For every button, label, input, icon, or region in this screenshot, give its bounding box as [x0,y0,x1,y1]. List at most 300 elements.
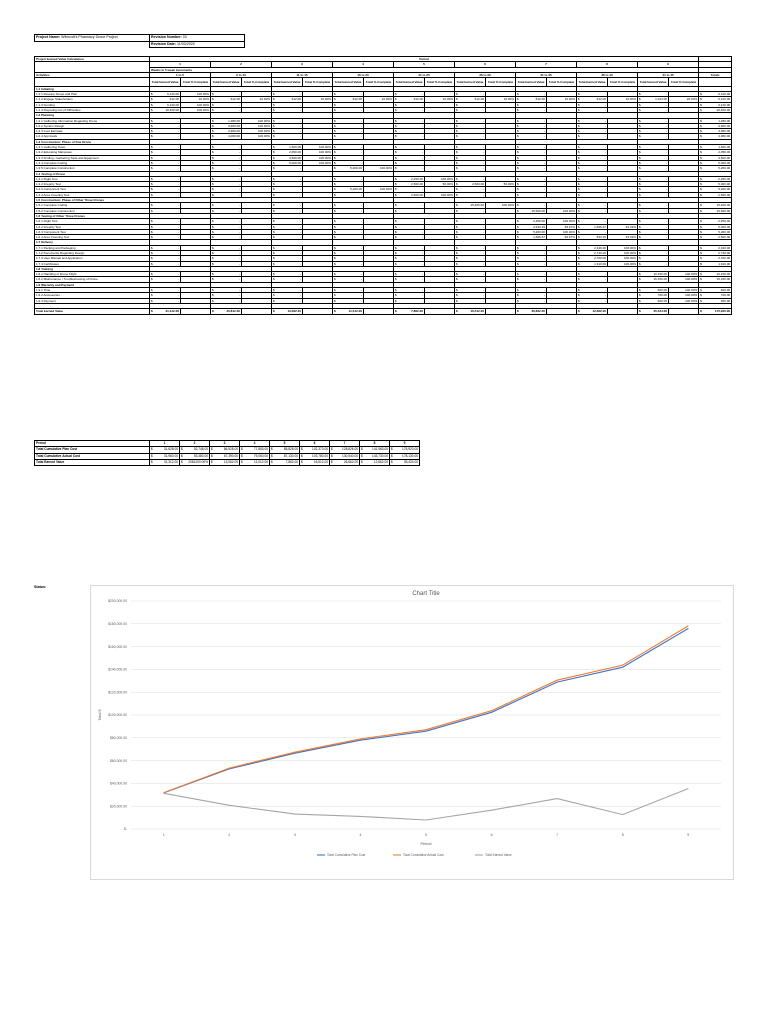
earned-value: - [299,250,301,255]
dollar-sign: $ [639,97,641,102]
earned-value: 13,062.00 [287,309,301,314]
earned-value: - [177,187,179,192]
earned-value: 3,500.00 [718,155,731,160]
earned-value: - [177,224,179,229]
dollar-sign: $ [331,453,333,458]
earned-value: - [482,145,484,150]
earned-value: 18,460.00 [716,107,731,112]
earned-value: 600.00 [657,298,667,303]
dollar-sign: $ [334,97,336,102]
earned-value: 612.00 [169,97,179,102]
earned-value: - [543,192,545,197]
dollar-sign: $ [517,123,519,128]
dollar-sign: $ [212,187,214,192]
percent-complete: 100.00% [608,245,638,250]
cumulative-summary-table [34,440,420,466]
x-axis-label: Period [420,842,432,846]
week-range: 16 to 20 [333,72,394,77]
dollar-sign: $ [456,176,458,181]
activities-label: Activities [35,72,150,77]
week-range: 21 to 25 [394,72,455,77]
earned-value: - [360,192,362,197]
earned-value: - [604,123,606,128]
dollar-sign: $ [181,447,183,452]
earned-value: - [238,235,240,240]
data-point [294,753,295,754]
earned-value: - [360,155,362,160]
dollar-sign: $ [700,272,702,277]
dollar-sign: $ [334,298,336,303]
dollar-sign: $ [273,166,275,171]
earned-value: - [604,155,606,160]
earned-value: - [360,145,362,150]
dollar-sign: $ [578,298,580,303]
blank-cell [486,309,516,314]
dollar-sign: $ [181,459,183,464]
earned-value: - [360,224,362,229]
dollar-sign: $ [212,288,214,293]
earned-value: 612.00 [413,97,423,102]
earned-value: - [360,203,362,208]
earned-value: - [482,129,484,134]
dollar-sign: $ [395,187,397,192]
activity-label: 1.7.4 Certificates [35,261,150,266]
dollar-sign: $ [241,459,243,464]
dollar-sign: $ [639,229,641,234]
summary-value: 26,662.00 [343,459,358,464]
earned-value: 2,500.00 [718,192,731,197]
earned-value: - [238,277,240,282]
earned-value: 20,812.00 [226,309,240,314]
dollar-sign: $ [395,150,397,155]
earned-value: - [299,182,301,187]
earned-value: - [299,298,301,303]
earned-value: - [543,298,545,303]
percent-complete: 10.00% [303,97,333,102]
dollar-sign: $ [517,192,519,197]
earned-value: - [238,288,240,293]
dollar-sign: $ [395,182,397,187]
dollar-sign: $ [517,182,519,187]
dollar-sign: $ [212,293,214,298]
col-heading-pct: Total % Complete [242,78,272,87]
earned-value: - [177,235,179,240]
earned-value: 12,662.00 [592,309,606,314]
data-point [688,628,689,629]
dollar-sign: $ [639,166,641,171]
earned-value: 16,150.00 [653,277,667,282]
earned-value: - [482,235,484,240]
earned-value: - [421,129,423,134]
dollar-sign: $ [578,203,580,208]
earned-value: - [604,219,606,224]
data-point [426,731,427,732]
dollar-sign: $ [212,123,214,128]
dollar-sign: $ [700,92,702,97]
dollar-sign: $ [212,182,214,187]
earned-value: - [482,245,484,250]
dollar-sign: $ [517,129,519,134]
earned-value: - [299,129,301,134]
earned-value: - [665,245,667,250]
earned-value: - [299,102,301,107]
dollar-sign: $ [517,97,519,102]
data-point [229,768,230,769]
dollar-sign: $ [273,150,275,155]
dollar-sign: $ [212,203,214,208]
dollar-sign: $ [334,277,336,282]
dollar-sign: $ [212,219,214,224]
col-heading-pct: Total % Complete [669,78,699,87]
blank-cell [303,309,333,314]
dollar-sign: $ [578,166,580,171]
dollar-sign: $ [456,129,458,134]
dollar-sign: $ [212,245,214,250]
section-title: 1.9 Warranty and Payment [35,282,150,287]
earned-value: - [177,245,179,250]
activity-label: 1.4.3 Component Test [35,187,150,192]
dollar-sign: $ [456,293,458,298]
totals-label: Totals [699,72,732,77]
summary-value-cell [180,459,210,465]
earned-value: - [360,219,362,224]
dollar-sign: $ [700,229,702,234]
dollar-sign: $ [151,92,153,97]
revision-date-label: Revision Date: [151,41,176,46]
col-heading-value: Total Earned Value [516,78,547,87]
earned-value: - [421,272,423,277]
percent-complete: 10.00% [181,97,211,102]
revision-date-cell [150,41,245,48]
dollar-sign: $ [517,261,519,266]
blank-cell [669,309,699,314]
dollar-sign: $ [151,166,153,171]
earned-value: - [299,245,301,250]
earned-value: - [238,176,240,181]
dollar-sign: $ [273,298,275,303]
dollar-sign: $ [151,288,153,293]
dollar-sign: $ [212,261,214,266]
blank-cell [242,309,272,314]
percent-complete: 10.00% [547,97,577,102]
dollar-sign: $ [639,277,641,282]
period-number: 8 [577,62,638,67]
dollar-sign: $ [334,160,336,165]
earned-value: - [177,250,179,255]
period-number: 4 [333,62,394,67]
earned-value: - [238,107,240,112]
dollar-sign: $ [151,102,153,107]
earned-value: - [665,250,667,255]
earned-value: - [360,277,362,282]
earned-value: - [482,102,484,107]
dollar-sign: $ [456,235,458,240]
dollar-sign: $ [151,182,153,187]
dollar-sign: $ [273,250,275,255]
earned-value: - [482,123,484,128]
percent-complete: 100.00% [608,261,638,266]
col-heading-value: Total Earned Value [272,78,303,87]
chart-container [90,585,734,880]
earned-value: 15,400.00 [470,203,484,208]
earned-value: - [482,272,484,277]
dollar-sign: $ [395,256,397,261]
dollar-sign: $ [151,224,153,229]
earned-value: - [421,277,423,282]
calc-title: Project Earned Value Calculation [35,57,150,62]
dollar-sign: $ [456,155,458,160]
dollar-sign: $ [151,235,153,240]
earned-value-cell [150,309,181,314]
dollar-sign: $ [334,166,336,171]
dollar-sign: $ [517,208,519,213]
dollar-sign: $ [578,261,580,266]
activity-label: 1.9.2 Accessories [35,293,150,298]
x-tick-label: 6 [490,833,493,837]
earned-value: 5,200.00 [718,187,731,192]
earned-value: 16,512.00 [470,309,484,314]
earned-value: 700.00 [720,293,731,298]
dollar-sign: $ [517,235,519,240]
dollar-sign: $ [578,102,580,107]
dollar-sign: $ [578,288,580,293]
earned-value: 3,960.00 [718,129,731,134]
earned-value: - [482,229,484,234]
earned-value: - [665,107,667,112]
dollar-sign: $ [456,261,458,266]
dollar-sign: $ [301,453,303,458]
earned-value: - [665,123,667,128]
dollar-sign: $ [578,293,580,298]
earned-value: - [665,150,667,155]
week-range: 41 to 45 [638,72,699,77]
dollar-sign: $ [578,92,580,97]
earned-value: 16,150.00 [716,277,731,282]
dollar-sign: $ [456,256,458,261]
earned-value: - [665,224,667,229]
dollar-sign: $ [700,298,702,303]
earned-value: 5,000.00 [718,182,731,187]
dollar-sign: $ [517,298,519,303]
summary-value: 7,862.00 [285,459,298,464]
x-tick-label: 1 [162,833,165,837]
summary-value: 2081200.00% [188,459,208,464]
dollar-sign: $ [578,134,580,139]
dollar-sign: $ [517,203,519,208]
earned-value: - [543,277,545,282]
col-heading-pct: Total % Complete [425,78,455,87]
dollar-sign: $ [395,235,397,240]
dollar-sign: $ [395,123,397,128]
earned-value: 612.00 [352,97,362,102]
earned-value: - [604,298,606,303]
dollar-sign: $ [151,245,153,250]
earned-value: - [421,256,423,261]
summary-value: 53,380.00 [193,453,208,458]
dollar-sign: $ [273,229,275,234]
earned-value: - [604,288,606,293]
dollar-sign: $ [456,160,458,165]
blank-cell [608,309,638,314]
percent-complete: 100.00% [547,229,577,234]
dollar-sign: $ [334,107,336,112]
earned-value: 16,150.00 [653,272,667,277]
dollar-sign: $ [395,293,397,298]
earned-value: - [421,229,423,234]
earned-value: 612.00 [596,97,606,102]
dollar-sign: $ [395,272,397,277]
blank-cell [699,78,732,87]
dollar-sign: $ [395,261,397,266]
dollar-sign: $ [151,272,153,277]
earned-value: - [543,272,545,277]
dollar-sign: $ [151,129,153,134]
percent-complete: 100.00% [608,256,638,261]
percent-complete: 100.00% [181,107,211,112]
section-title: 1.3 Construction: Phase of One Drone [35,139,150,144]
dollar-sign: $ [151,192,153,197]
earned-value: - [238,203,240,208]
dollar-sign: $ [361,447,363,452]
project-name-label: Project Name: [36,35,61,39]
activity-label: 1.2.4 Approvals [35,134,150,139]
section-title: 1.7 Delivery [35,240,150,245]
earned-value: 833.33 [596,235,606,240]
earned-value: - [604,107,606,112]
data-point [557,680,558,681]
earned-value: 600.00 [720,298,731,303]
dollar-sign: $ [395,250,397,255]
dollar-sign: $ [639,261,641,266]
earned-value: 612.00 [230,97,240,102]
earned-value: 2,500.00 [472,182,484,187]
dollar-sign: $ [700,134,702,139]
dollar-sign: $ [391,459,393,464]
earned-value: - [543,261,545,266]
dollar-sign: $ [517,293,519,298]
dollar-sign: $ [517,155,519,160]
earned-value: - [177,145,179,150]
dollar-sign: $ [334,229,336,234]
dollar-sign: $ [273,219,275,224]
dollar-sign: $ [639,256,641,261]
col-heading-value: Total Earned Value [211,78,242,87]
data-point [491,710,492,711]
percent-complete: 66.67% [547,224,577,229]
dollar-sign: $ [273,192,275,197]
earned-value: 11,012.00 [348,309,362,314]
y-tick-label: $200,000.00 [108,599,127,604]
earned-value: - [665,176,667,181]
dollar-sign: $ [273,208,275,213]
x-tick-label: 7 [556,833,559,837]
dollar-sign: $ [517,166,519,171]
earned-value: 2,340.00 [718,245,731,250]
earned-value: - [482,224,484,229]
dollar-sign: $ [395,224,397,229]
dollar-sign: $ [456,107,458,112]
earned-value: - [421,293,423,298]
y-tick-label: $- [123,827,127,832]
dollar-sign: $ [151,118,153,123]
dollar-sign: $ [273,176,275,181]
dollar-sign: $ [456,208,458,213]
earned-value: - [421,208,423,213]
dollar-sign: $ [456,309,458,314]
earned-value: - [421,250,423,255]
summary-value: 31,960.00 [163,453,178,458]
data-point [360,738,361,739]
earned-value: - [543,134,545,139]
earned-value: - [360,150,362,155]
earned-value: - [482,288,484,293]
earned-value: - [238,187,240,192]
dollar-sign: $ [578,187,580,192]
activity-label: 1.6.4 Area Covering Test [35,235,150,240]
col-heading-value: Total Earned Value [577,78,608,87]
percent-complete: 10.00% [364,97,394,102]
period-number: 1 [150,62,211,67]
dollar-sign: $ [456,182,458,187]
earned-value: - [665,134,667,139]
dollar-sign: $ [151,208,153,213]
summary-value-cell [210,459,240,465]
dollar-sign: $ [517,118,519,123]
percent-complete: 100.00% [242,118,272,123]
dollar-sign: $ [212,145,214,150]
dollar-sign: $ [456,150,458,155]
earned-value: - [543,160,545,165]
dollar-sign: $ [212,155,214,160]
earned-value: - [177,288,179,293]
earned-value: 2,740.00 [718,250,731,255]
dollar-sign: $ [334,182,336,187]
dollar-sign: $ [151,219,153,224]
dollar-sign: $ [517,134,519,139]
earned-value-cell [455,309,486,314]
earned-value: - [177,150,179,155]
dollar-sign: $ [273,160,275,165]
percent-complete: 100.00% [303,150,333,155]
dollar-sign: $ [395,309,397,314]
dollar-sign: $ [334,192,336,197]
earned-value: - [665,160,667,165]
dollar-sign: $ [639,118,641,123]
earned-value: - [665,182,667,187]
earned-value: - [665,261,667,266]
earned-value: 2,250.00 [533,219,545,224]
earned-value: - [604,118,606,123]
data-point [294,752,295,753]
dollar-sign: $ [578,129,580,134]
earned-value: - [360,288,362,293]
earned-value: 5,200.00 [718,166,731,171]
earned-value: 2,700.00 [718,256,731,261]
earned-value: - [421,123,423,128]
dollar-sign: $ [456,229,458,234]
earned-value: - [238,298,240,303]
earned-value: - [177,256,179,261]
earned-value: - [543,250,545,255]
earned-value: - [360,250,362,255]
earned-value: 2,740.00 [594,250,606,255]
summary-value: 11,012.00 [254,459,268,464]
earned-value: - [238,102,240,107]
activity-label: 1.9.3 Payment [35,298,150,303]
data-point [688,626,689,627]
earned-value: - [360,107,362,112]
section-title: 1.1 Initiating [35,86,150,91]
